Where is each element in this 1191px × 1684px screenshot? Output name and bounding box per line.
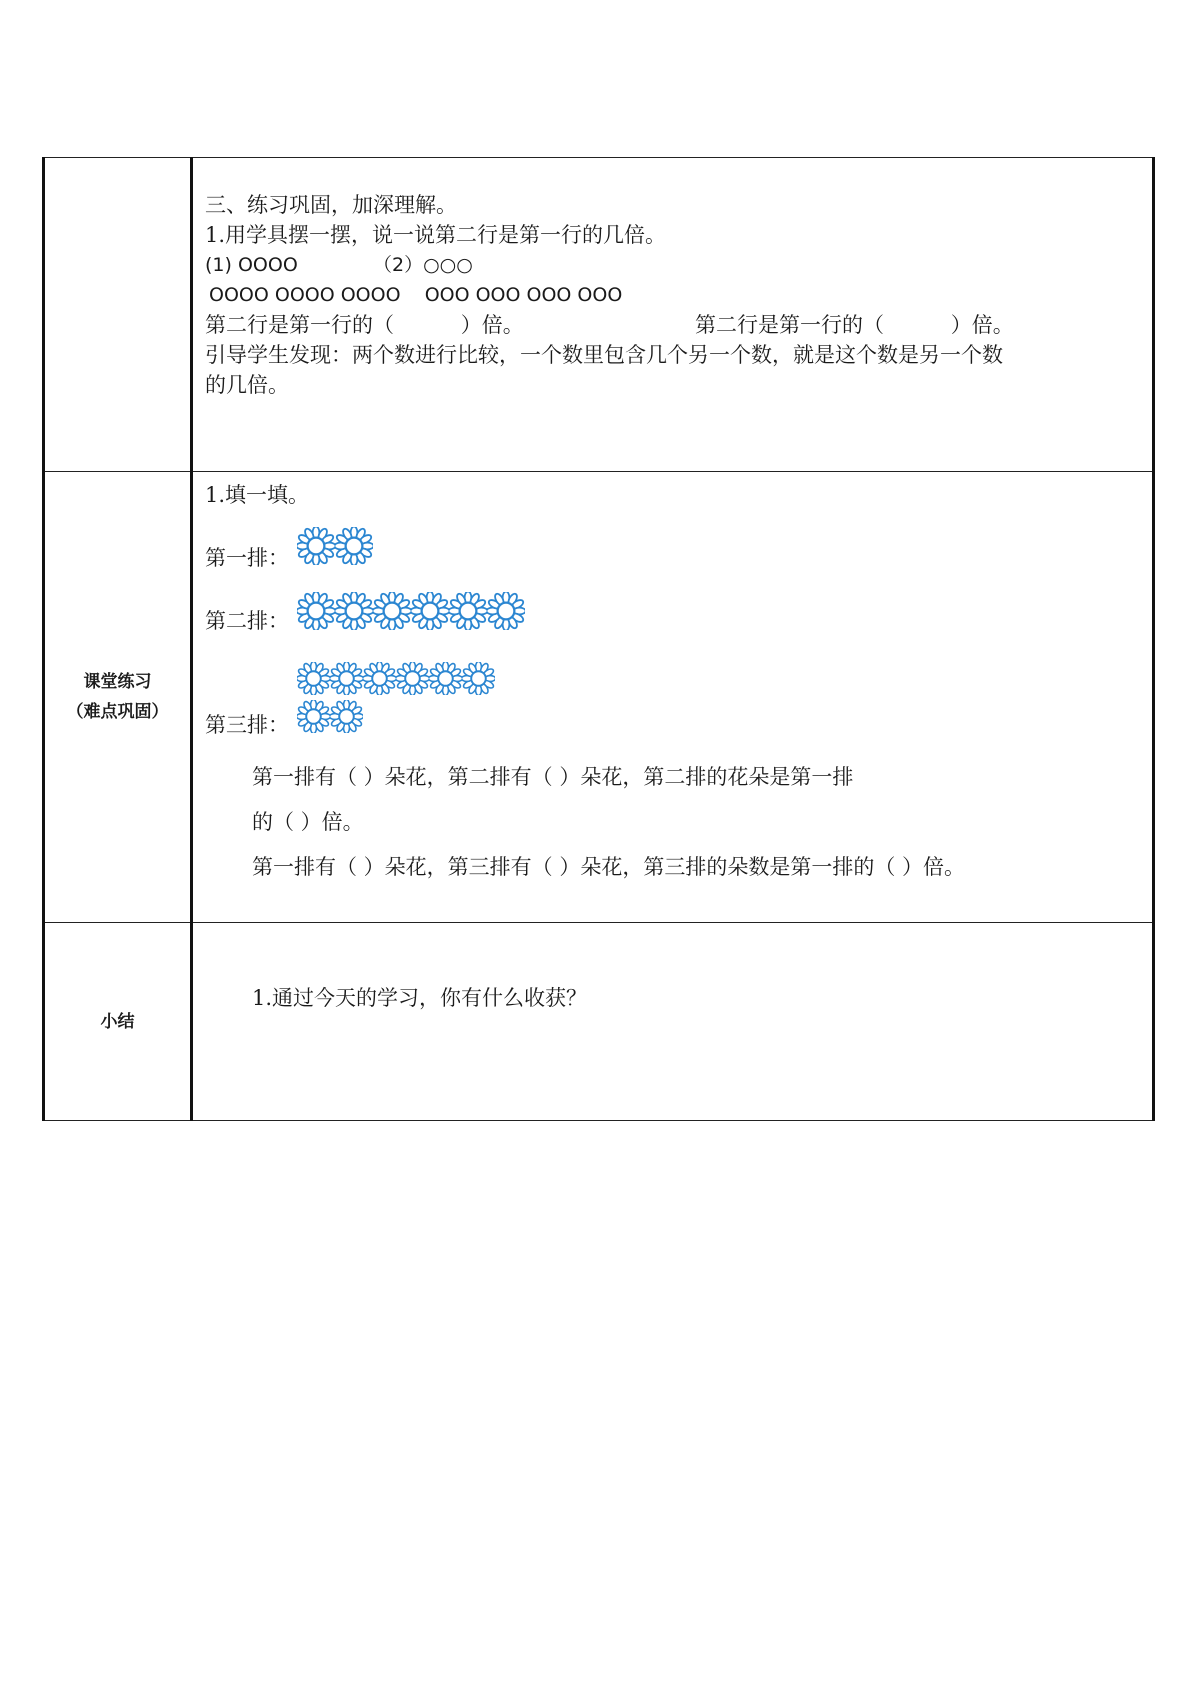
row2-flowers xyxy=(297,592,525,630)
row3-top-flowers xyxy=(297,662,495,695)
practice-label-cell xyxy=(44,158,192,472)
flower-icon xyxy=(335,527,373,565)
circles-group-2-top: （2）○○○ xyxy=(373,254,473,276)
classroom-exercise-row xyxy=(44,472,1154,923)
flower-icon xyxy=(373,592,411,630)
flower-icon xyxy=(297,592,335,630)
answer-left: 第二行是第一行的（ ）倍。 xyxy=(205,313,524,337)
flower-icon xyxy=(297,700,330,733)
classroom-exercise-sublabel: （难点巩固） xyxy=(66,702,169,722)
practice-heading: 三、练习巩固，加深理解。 xyxy=(205,193,457,217)
blank-question-1-line-2: 的（ ）倍。 xyxy=(252,810,364,834)
row1-flowers xyxy=(297,527,373,565)
summary-label-cell xyxy=(44,923,192,1121)
summary-question: 1.通过今天的学习，你有什么收获？ xyxy=(252,986,588,1010)
summary-row xyxy=(44,923,1154,1121)
classroom-exercise-label: 课堂练习 xyxy=(83,672,152,692)
flower-icon xyxy=(297,662,330,695)
blank-question-1-line-1: 第一排有（ ）朵花，第二排有（ ）朵花，第二排的花朵是第一排 xyxy=(252,765,854,789)
flower-icon xyxy=(462,662,495,695)
practice-question-1: 1.用学具摆一摆，说一说第二行是第一行的几倍。 xyxy=(205,223,667,247)
flower-icon xyxy=(330,700,363,733)
practice-row xyxy=(44,158,1154,472)
classroom-exercise-content-cell xyxy=(192,472,1154,923)
circles-bottom-line: OOOO OOOO OOOO OOO OOO OOO OOO xyxy=(209,284,623,306)
guide-text-line-1: 引导学生发现：两个数进行比较，一个数里包含几个另一个数，就是这个数是另一个数 xyxy=(205,343,1003,367)
answer-right: 第二行是第一行的（ ）倍。 xyxy=(695,313,1014,337)
flower-icon xyxy=(297,527,335,565)
flower-icon xyxy=(396,662,429,695)
lesson-plan-table xyxy=(42,157,1155,1121)
flower-icon xyxy=(487,592,525,630)
flower-icon xyxy=(449,592,487,630)
fill-in-question: 1.填一填。 xyxy=(205,483,310,507)
practice-content-cell xyxy=(192,158,1154,472)
row3-label: 第三排： xyxy=(205,713,289,737)
flower-icon xyxy=(363,662,396,695)
summary-label: 小结 xyxy=(100,1011,135,1032)
circles-group-1-top: (1) OOOO xyxy=(205,254,298,276)
classroom-exercise-label-cell xyxy=(44,472,192,923)
row2-label: 第二排： xyxy=(205,609,289,633)
row1-label: 第一排： xyxy=(205,546,289,570)
row3-bottom-flowers xyxy=(297,700,363,733)
flower-icon xyxy=(335,592,373,630)
guide-text-line-2: 的几倍。 xyxy=(205,373,289,397)
flower-icon xyxy=(411,592,449,630)
flower-icon xyxy=(429,662,462,695)
flower-icon xyxy=(330,662,363,695)
summary-content-cell xyxy=(192,923,1154,1121)
blank-question-2: 第一排有（ ）朵花，第三排有（ ）朵花，第三排的朵数是第一排的（ ）倍。 xyxy=(252,855,966,879)
